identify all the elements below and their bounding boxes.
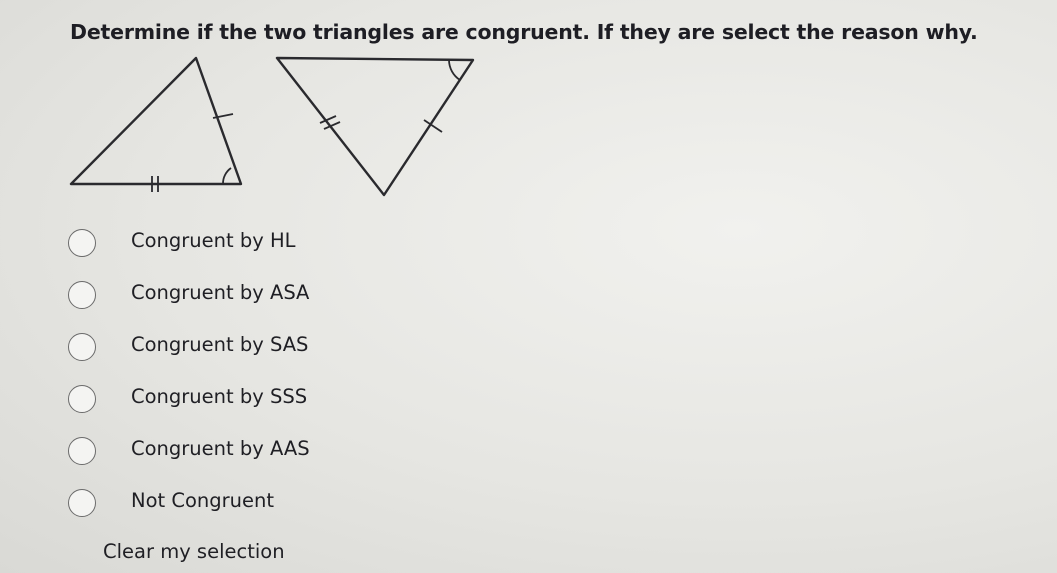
triangle-right-tick-marks xyxy=(320,116,442,132)
radio-button[interactable] xyxy=(68,281,96,309)
triangles-figure xyxy=(60,50,490,210)
clear-selection-link[interactable]: Clear my selection xyxy=(103,540,285,563)
option-label[interactable]: Congruent by ASA xyxy=(131,281,310,304)
radio-button[interactable] xyxy=(68,333,96,361)
radio-button[interactable] xyxy=(68,385,96,413)
radio-button[interactable] xyxy=(68,437,96,465)
triangle-left xyxy=(71,58,241,184)
option-congruent-sas[interactable] xyxy=(66,328,396,380)
option-not-congruent[interactable] xyxy=(66,484,396,536)
answer-options xyxy=(66,224,396,536)
option-label[interactable]: Congruent by SSS xyxy=(131,385,308,408)
option-congruent-sss[interactable] xyxy=(66,380,396,432)
option-congruent-asa[interactable] xyxy=(66,276,396,328)
triangle-left-angle-arc xyxy=(223,168,231,184)
radio-button[interactable] xyxy=(68,489,96,517)
option-label[interactable]: Not Congruent xyxy=(131,489,275,512)
triangle-right-angle-arc xyxy=(449,60,460,80)
option-congruent-hl[interactable] xyxy=(66,224,396,276)
option-label[interactable]: Congruent by SAS xyxy=(131,333,309,356)
triangle-right xyxy=(277,58,473,195)
question-text: Determine if the two triangles are congruent. If they are select the reason why. xyxy=(70,20,978,44)
option-congruent-aas[interactable] xyxy=(66,432,396,484)
option-label[interactable]: Congruent by HL xyxy=(131,229,296,252)
option-label[interactable]: Congruent by AAS xyxy=(131,437,310,460)
radio-button[interactable] xyxy=(68,229,96,257)
